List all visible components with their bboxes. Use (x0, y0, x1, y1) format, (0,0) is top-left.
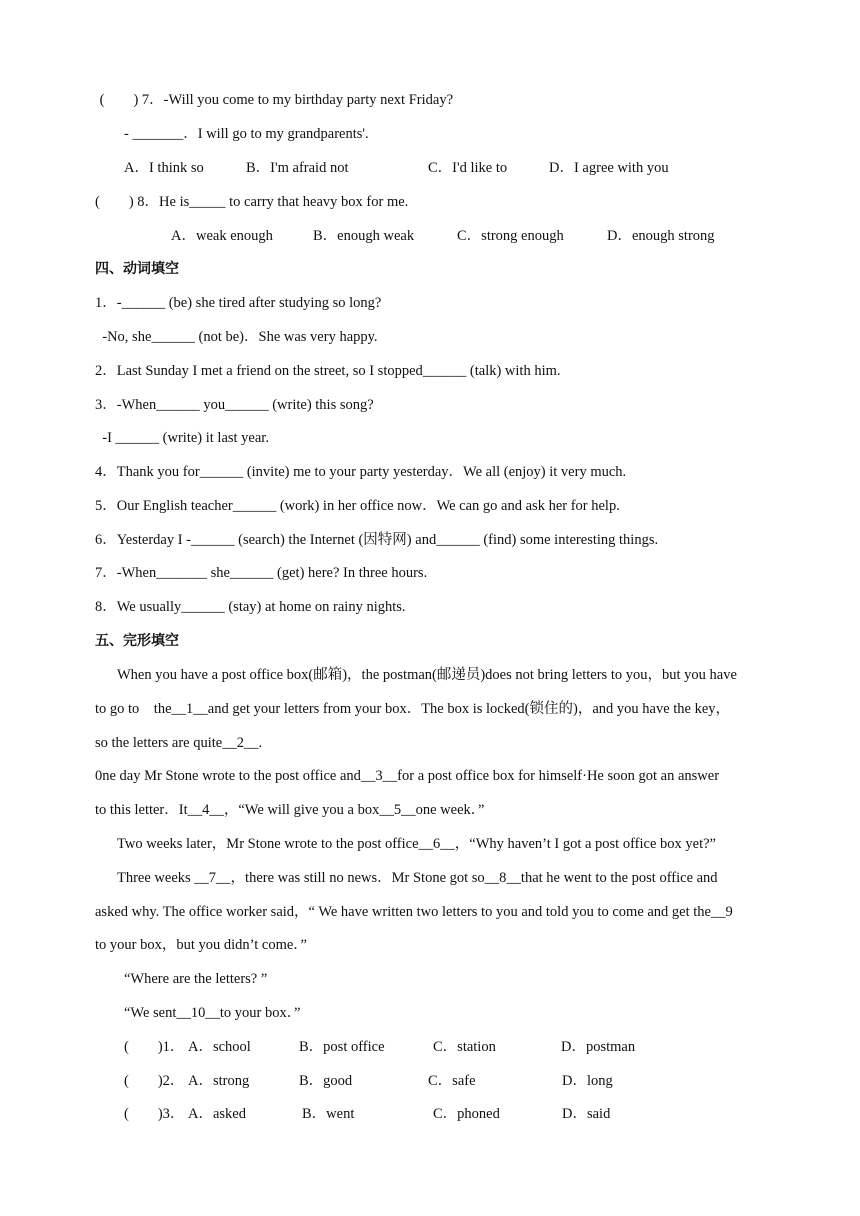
passage-line: Three weeks __7__，there was still no news．Mr Stone got so__8__that he went to the post office and (117, 870, 718, 886)
q7-option-d: D．I agree with you (549, 160, 669, 176)
section-4-line: 2．Last Sunday I met a friend on the street, so I stopped______ (talk) with him. (95, 363, 561, 379)
cloze-q3-option-c: C．phoned (433, 1106, 500, 1122)
passage-line: so the letters are quite__2__. (95, 735, 263, 751)
question-8-stem: ( ) 8．He is_____ to carry that heavy box for me. (95, 194, 409, 210)
section-4-line: 3．-When______ you______ (write) this song? (95, 397, 374, 413)
section-4-line: -No, she______ (not be)．She was very happy. (95, 329, 378, 345)
q8-option-b: B．enough weak (313, 228, 415, 244)
cloze-q2-option-a: A．strong (188, 1073, 250, 1089)
cloze-q2-option-b: B．good (299, 1073, 353, 1089)
section-4-line: 1．-______ (be) she tired after studying so long? (95, 295, 382, 311)
passage-line: Two weeks later，Mr Stone wrote to the post office__6__，“Why haven’t I got a post office box yet?” (117, 836, 716, 852)
cloze-q3-option-d: D．said (562, 1106, 611, 1122)
section-4-line: -I ______ (write) it last year. (95, 430, 269, 446)
cloze-q1-option-b: B．post office (299, 1039, 385, 1055)
passage-line: 0ne day Mr Stone wrote to the post office and__3__for a post office box for himself·He soon got an answer (95, 768, 720, 784)
cloze-q3-option-b: B．went (302, 1106, 355, 1122)
cloze-q1-option-c: C．station (433, 1039, 496, 1055)
q7-option-b: B．I'm afraid not (246, 160, 349, 176)
passage-line: to go to the__1__and get your letters from your box．The box is locked(锁住的)，and you have the key， (95, 701, 731, 717)
cloze-q2-option-d: D．long (562, 1073, 613, 1089)
cloze-q2-prefix: ( )2． (124, 1073, 185, 1089)
cloze-q3-option-a: A．asked (188, 1106, 246, 1122)
section-4-line: 6．Yesterday I -______ (search) the Internet (因特网) and______ (find) some interesting things. (95, 532, 659, 548)
q8-option-d: D．enough strong (607, 228, 715, 244)
question-7-stem: ( ) 7．-Will you come to my birthday party next Friday? (96, 92, 454, 108)
section-5-heading: 五、完形填空 (95, 633, 179, 649)
question-7-reply: - _______．I will go to my grandparents'. (124, 126, 369, 142)
passage-line: to your box，but you didn’t come．” (95, 937, 307, 953)
section-4-line: 5．Our English teacher______ (work) in her office now．We can go and ask her for help. (95, 498, 620, 514)
section-4-heading: 四、动词填空 (95, 261, 179, 277)
cloze-q2-option-c: C．safe (428, 1073, 476, 1089)
cloze-q1-prefix: ( )1． (124, 1039, 185, 1055)
passage-line: When you have a post office box(邮箱)，the postman(邮递员)does not bring letters to you，but you have (117, 667, 737, 683)
section-4-line: 7．-When_______ she______ (get) here? In three hours. (95, 565, 428, 581)
q8-option-c: C．strong enough (457, 228, 564, 244)
cloze-q1-option-d: D．postman (561, 1039, 636, 1055)
section-4-line: 8．We usually______ (stay) at home on rainy nights. (95, 599, 406, 615)
cloze-q3-prefix: ( )3． (124, 1106, 185, 1122)
passage-line: asked why. The office worker said，“ We have written two letters to you and told you to come and get the__9 (95, 904, 733, 920)
section-4-line: 4．Thank you for______ (invite) me to your party yesterday．We all (enjoy) it very much. (95, 464, 627, 480)
passage-line: to this letter．It__4__，“We will give you a box__5__one week．” (95, 802, 485, 818)
passage-line: “We sent__10__to your box．” (124, 1005, 301, 1021)
q7-option-c: C．I'd like to (428, 160, 508, 176)
cloze-q1-option-a: A．school (188, 1039, 251, 1055)
q7-option-a: A．I think so (124, 160, 204, 176)
q8-option-a: A．weak enough (171, 228, 273, 244)
passage-line: “Where are the letters? ” (124, 971, 268, 987)
